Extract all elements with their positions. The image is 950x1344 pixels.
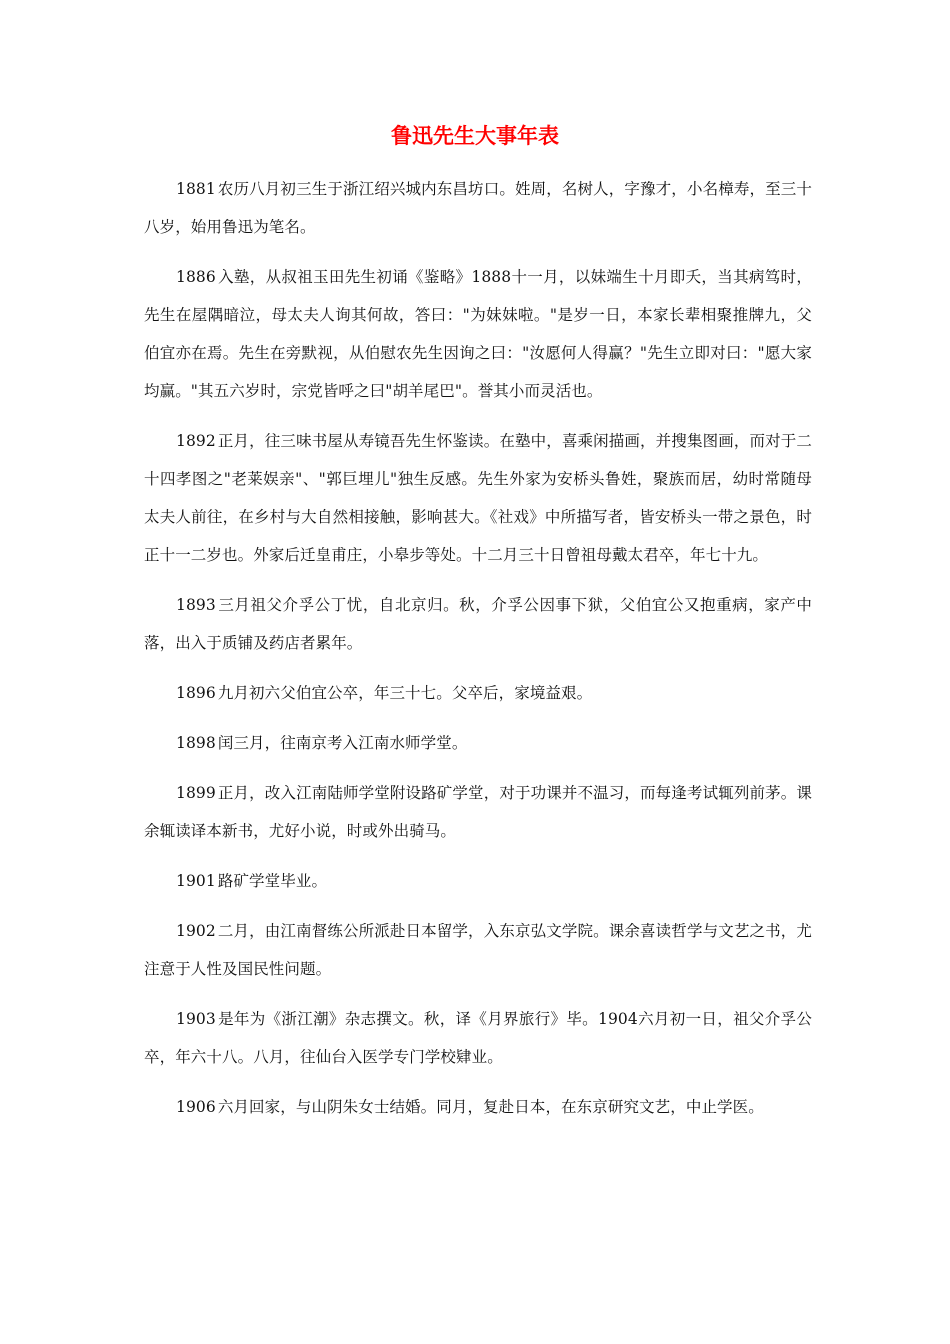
entry-year: 1892	[176, 432, 216, 450]
entry-year: 1903	[176, 1010, 216, 1028]
entry-paragraph	[144, 724, 812, 762]
document-title: 鲁迅先生大事年表	[391, 123, 559, 148]
entry-year: 1881	[176, 180, 216, 198]
entry-text: 三月祖父介孚公丁忧，自北京归。秋，介孚公因事下狱，父伯宜公又抱重病，家产中落，出入于质铺及药店者累年。	[144, 596, 812, 652]
entry-text: 是年为《浙江潮》杂志撰文。秋，译《月界旅行》毕。1904六月初一日，祖父介孚公卒，年六十八。八月，往仙台入医学专门学校肄业。	[144, 1010, 812, 1066]
entry-text: 正月，往三味书屋从寿镜吾先生怀鉴读。在塾中，喜乘闲描画，并搜集图画，而对于二十四孝图之"老莱娱亲"、"郭巨埋儿"独生反感。先生外家为安桥头鲁姓，聚族而居，幼时常随母太夫人前往，在乡村与大自然相接触，影响甚大。《社戏》中所描写者，皆安桥头一带之景色，时正十一二岁也。外家后迁皇甫庄，小皋步等处。十二月三十日曾祖母戴太君卒，年七十九。	[144, 432, 812, 564]
entry-text: 九月初六父伯宜公卒，年三十七。父卒后，家境益艰。	[217, 684, 593, 702]
entry-paragraph	[144, 1088, 812, 1126]
document-body	[144, 170, 812, 1138]
entry-text: 路矿学堂毕业。	[217, 872, 328, 890]
entry-paragraph	[144, 774, 812, 850]
entry-year: 1899	[176, 784, 216, 802]
entry-paragraph	[144, 258, 812, 410]
entry-year: 1906	[176, 1098, 216, 1116]
entry-paragraph	[144, 586, 812, 662]
entry-paragraph	[144, 862, 812, 900]
entry-text: 闰三月，往南京考入江南水师学堂。	[217, 734, 468, 752]
entry-paragraph	[144, 1000, 812, 1076]
entry-text: 六月回家，与山阴朱女士结婚。同月，复赴日本，在东京研究文艺，中止学医。	[217, 1098, 764, 1116]
entry-year: 1896	[176, 684, 216, 702]
entry-paragraph	[144, 170, 812, 246]
entry-text: 二月，由江南督练公所派赴日本留学，入东京弘文学院。课余喜读哲学与文艺之书，尤注意于人性及国民性问题。	[144, 922, 812, 978]
entry-paragraph	[144, 674, 812, 712]
entry-paragraph	[144, 422, 812, 574]
entry-paragraph	[144, 912, 812, 988]
entry-text: 正月，改入江南陆师学堂附设路矿学堂，对于功课并不温习，而每逢考试辄列前茅。课余辄读译本新书，尤好小说，时或外出骑马。	[144, 784, 812, 840]
entry-year: 1898	[176, 734, 216, 752]
entry-year: 1901	[176, 872, 216, 890]
entry-year: 1886	[176, 268, 216, 286]
entry-text: 农历八月初三生于浙江绍兴城内东昌坊口。姓周，名树人，字豫才，小名樟寿，至三十八岁，始用鲁迅为笔名。	[144, 180, 812, 236]
entry-text: 入塾，从叔祖玉田先生初诵《鉴略》1888十一月，以妹端生十月即夭，当其病笃时，先生在屋隅暗泣，母太夫人询其何故，答曰："为妹妹啦。"是岁一日，本家长辈相聚推牌九，父伯宜亦在焉。先生在旁默视，从伯慰农先生因询之曰："汝愿何人得赢？"先生立即对曰："愿大家均赢。"其五六岁时，宗党皆呼之曰"胡羊尾巴"。誉其小而灵活也。	[144, 268, 812, 400]
entry-year: 1893	[176, 596, 216, 614]
entry-year: 1902	[176, 922, 216, 940]
